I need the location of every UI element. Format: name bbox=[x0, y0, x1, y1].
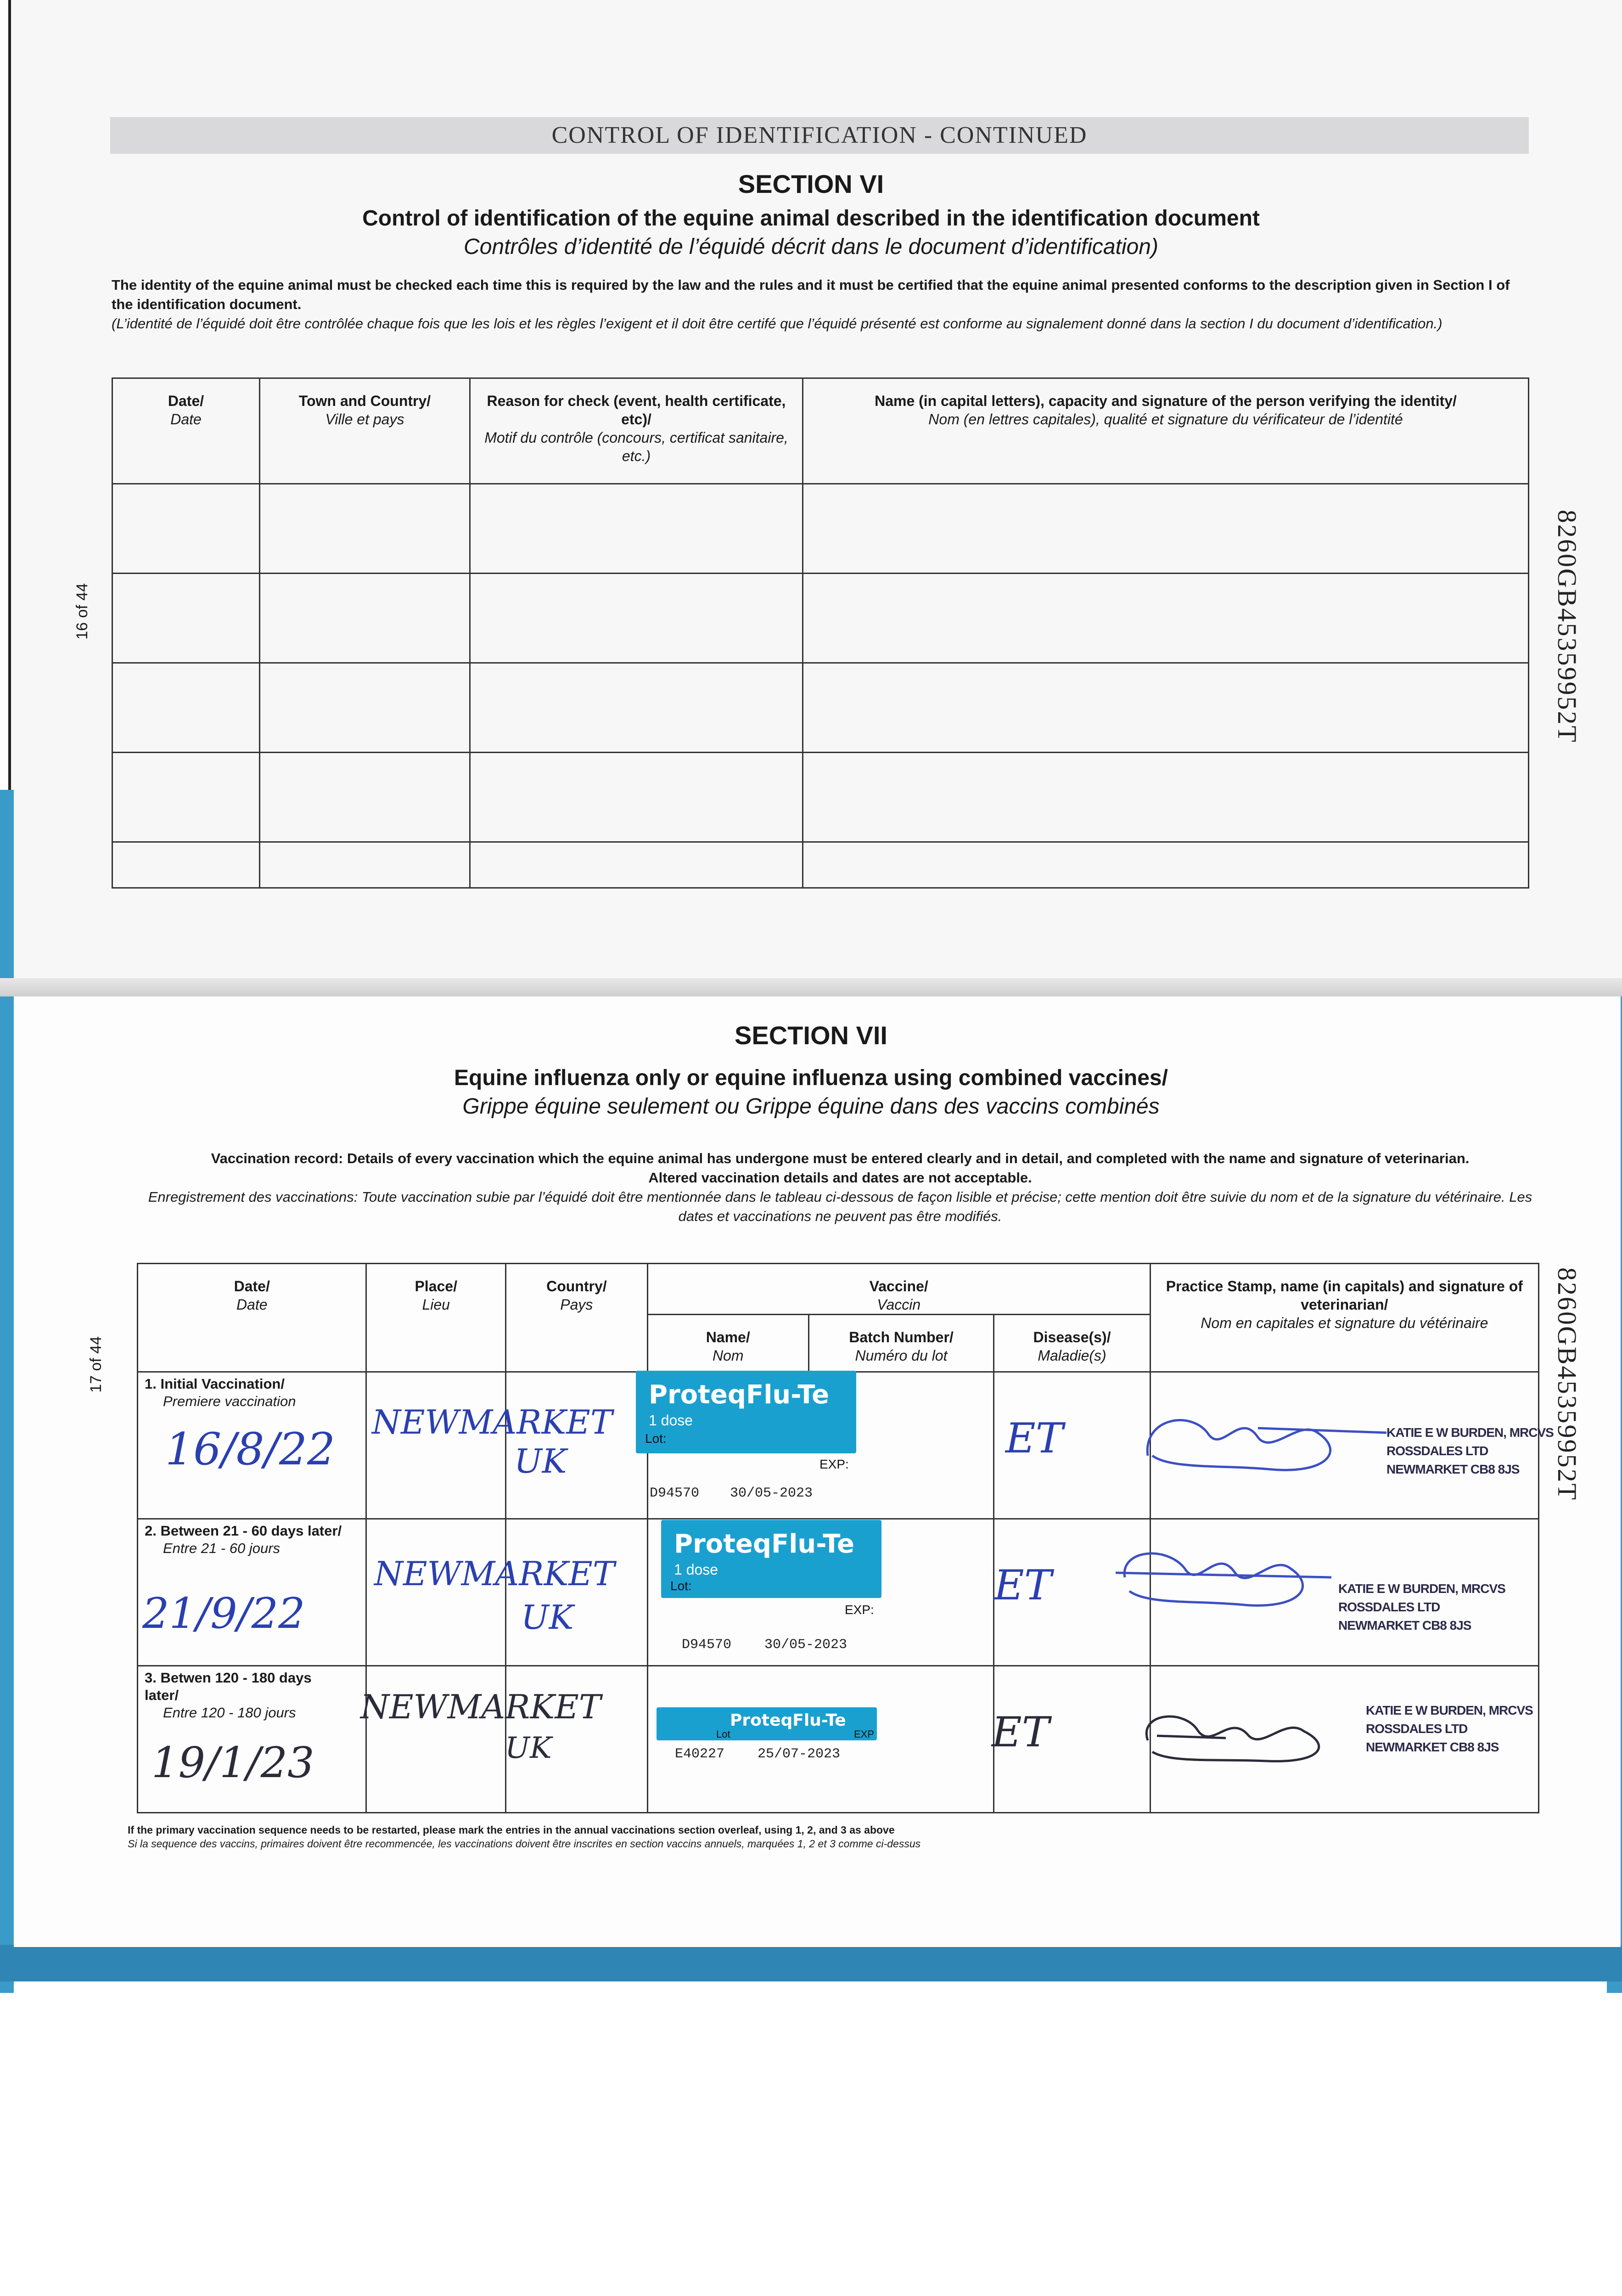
page-fold bbox=[0, 978, 1622, 996]
section-vi-intro bbox=[112, 276, 1512, 333]
row-2-disease: ET bbox=[994, 1561, 1052, 1609]
vaccine-brand: ProteqFlu-Te bbox=[674, 1529, 855, 1559]
row-3-lot: E40227 bbox=[675, 1746, 725, 1762]
section-vii-subtitle-en: Equine influenza only or equine influenza using combined vaccines/ bbox=[454, 1066, 1168, 1090]
row-2-date: 21/9/22 bbox=[142, 1589, 305, 1638]
row-3-label: 3. Betwen 120 - 180 days later/ Entre 120 - 180 jours bbox=[145, 1670, 312, 1721]
table-row bbox=[112, 842, 1529, 888]
row-1-exp: 30/05-2023 bbox=[730, 1486, 813, 1501]
vaccine-dose: 1 dose bbox=[674, 1561, 718, 1578]
exp-label: EXP: bbox=[819, 1457, 849, 1471]
row-1-label: 1. Initial Vaccination/ Premiere vaccination bbox=[145, 1376, 296, 1409]
row-2-exp: 30/05-2023 bbox=[764, 1637, 847, 1653]
row-1-disease: ET bbox=[1005, 1414, 1063, 1463]
table-row bbox=[112, 484, 1529, 574]
intro-en-1: Vaccination record: Details of every vaccination which the equine animal has undergone must be entered clearly and in detail, and completed with the name and signature of veterinarian. bbox=[211, 1150, 1470, 1166]
page-number-16: 16 of 44 bbox=[73, 583, 91, 640]
row-1-country: UK bbox=[514, 1442, 567, 1480]
header-practice: Practice Stamp, name (in capitals) and signature of veterinarian/ Nom en capitales et signature du vétérinaire bbox=[1150, 1264, 1538, 1372]
lot-label: Lot: bbox=[645, 1431, 667, 1446]
row-1-vaccine-sticker bbox=[636, 1371, 856, 1471]
row-1-place: NEWMARKET bbox=[372, 1403, 612, 1441]
row-2-stamp: KATIE E W BURDEN, MRCVS ROSSDALES LTD NEWMARKET CB8 8JS bbox=[1338, 1581, 1505, 1632]
intro-fr: (L’identité de l’équidé doit être contrôlée chaque fois que les lois et les règles l’exigent et il doit être certifé que l’équidé présenté est conforme au signalement donné dans la section I du document d’identification.) bbox=[112, 315, 1442, 332]
row-3-date: 19/1/23 bbox=[152, 1738, 314, 1787]
intro-en-2: Altered vaccination details and dates are not acceptable. bbox=[648, 1170, 1032, 1186]
footnote bbox=[128, 1823, 1528, 1851]
table-row bbox=[112, 753, 1529, 842]
identity-check-table bbox=[112, 377, 1529, 889]
header-reason: Reason for check (event, health certificate, etc)/ Motif du contrôle (concours, certificat sanitaire, etc.) bbox=[470, 378, 803, 484]
row-3-country: UK bbox=[505, 1731, 552, 1765]
row-3-stamp: KATIE E W BURDEN, MRCVS ROSSDALES LTD NEWMARKET CB8 8JS bbox=[1366, 1703, 1533, 1754]
document-id-upper: 8260GB45359952T bbox=[1552, 510, 1582, 743]
vaccine-dose: 1 dose bbox=[649, 1412, 693, 1429]
row-2-lot: D94570 bbox=[682, 1637, 732, 1653]
header-name: Name/ Nom bbox=[647, 1315, 808, 1372]
header-date: Date/ Date bbox=[138, 1264, 366, 1372]
document-id-lower: 8260GB45359952T bbox=[1552, 1267, 1582, 1501]
row-3-disease: ET bbox=[992, 1708, 1050, 1756]
row-3-place: NEWMARKET bbox=[360, 1688, 601, 1726]
header-town-country: Town and Country/ Ville et pays bbox=[260, 378, 470, 484]
exp-label: EXP bbox=[854, 1728, 875, 1740]
lot-label: Lot: bbox=[670, 1579, 692, 1593]
header-country: Country/ Pays bbox=[505, 1264, 647, 1372]
page-number-17: 17 of 44 bbox=[87, 1336, 105, 1393]
table-row bbox=[112, 663, 1529, 753]
row-2-vaccine-sticker bbox=[661, 1520, 881, 1617]
row-1-stamp: KATIE E W BURDEN, MRCVS ROSSDALES LTD NEWMARKET CB8 8JS bbox=[1386, 1425, 1554, 1476]
footnote-en: If the primary vaccination sequence needs to be restarted, please mark the entries in the annual vaccinations section overleaf, using 1, 2, and 3 as above bbox=[128, 1824, 895, 1836]
section-vi-subtitle-fr: Contrôles d’identité de l’équidé décrit dans le document d’identification) bbox=[464, 235, 1158, 259]
section-banner: CONTROL OF IDENTIFICATION - CONTINUED bbox=[110, 117, 1529, 154]
header-vaccine: Vaccine/ Vaccin bbox=[647, 1264, 1150, 1315]
cover-edge-bottom bbox=[0, 1945, 1622, 1981]
section-vii-subtitle-fr: Grippe équine seulement ou Grippe équine dans des vaccins combinés bbox=[462, 1094, 1160, 1119]
row-1-date: 16/8/22 bbox=[165, 1424, 336, 1475]
intro-fr: Enregistrement des vaccinations: Toute vaccination subie par l’équidé doit être mentionnée dans le tableau ci-dessous de façon lisible et précise; cette mention doit être suivie du nom et de la signature du vétérinaire. Les dates et vaccinations ne peuvent pas être modifiés. bbox=[148, 1189, 1532, 1224]
table-row bbox=[112, 574, 1529, 663]
intro-en: The identity of the equine animal must be checked each time this is required by the law and the rules and it must be certified that the equine animal presented conforms to the description given in Section I of the identification document. bbox=[112, 277, 1510, 312]
row-3-exp: 25/07-2023 bbox=[758, 1746, 841, 1762]
cover-edge-left bbox=[0, 790, 14, 1993]
row-3-signature bbox=[1129, 1694, 1350, 1773]
header-verifier: Name (in capital letters), capacity and signature of the person verifying the identity/ Nom (en lettres capitales), qualité et signature du vérificateur de l’identité bbox=[803, 378, 1529, 484]
row-1-signature bbox=[1134, 1401, 1391, 1479]
exp-label: EXP: bbox=[845, 1603, 874, 1617]
row-3-vaccine-sticker bbox=[657, 1707, 877, 1740]
vaccine-brand: ProteqFlu-Te bbox=[649, 1380, 830, 1410]
vaccine-brand: ProteqFlu-Te bbox=[730, 1711, 846, 1730]
footnote-fr: Si la sequence des vaccins, primaires doivent être recommencée, les vaccinations doivent être inscrites en section vaccins annuels, marquées 1, 2 et 3 comme ci-dessus bbox=[128, 1838, 921, 1850]
section-vi-subtitle-en: Control of identification of the equine animal described in the identification document bbox=[362, 206, 1260, 231]
section-vii-intro bbox=[138, 1149, 1543, 1226]
row-2-country: UK bbox=[521, 1598, 574, 1637]
row-1-lot: D94570 bbox=[650, 1486, 700, 1501]
header-date: Date/ Date bbox=[112, 378, 260, 484]
lot-label: Lot bbox=[716, 1728, 730, 1740]
section-vi-title: SECTION VI bbox=[738, 169, 884, 198]
row-2-place: NEWMARKET bbox=[374, 1554, 615, 1593]
row-2-signature bbox=[1116, 1541, 1336, 1619]
row-2-label: 2. Between 21 - 60 days later/ Entre 21 - 60 jours bbox=[145, 1523, 342, 1556]
header-place: Place/ Lieu bbox=[366, 1264, 506, 1372]
section-vii-title: SECTION VII bbox=[735, 1021, 887, 1050]
header-batch: Batch Number/ Numéro du lot bbox=[808, 1315, 994, 1372]
header-disease: Disease(s)/ Maladie(s) bbox=[994, 1315, 1150, 1372]
